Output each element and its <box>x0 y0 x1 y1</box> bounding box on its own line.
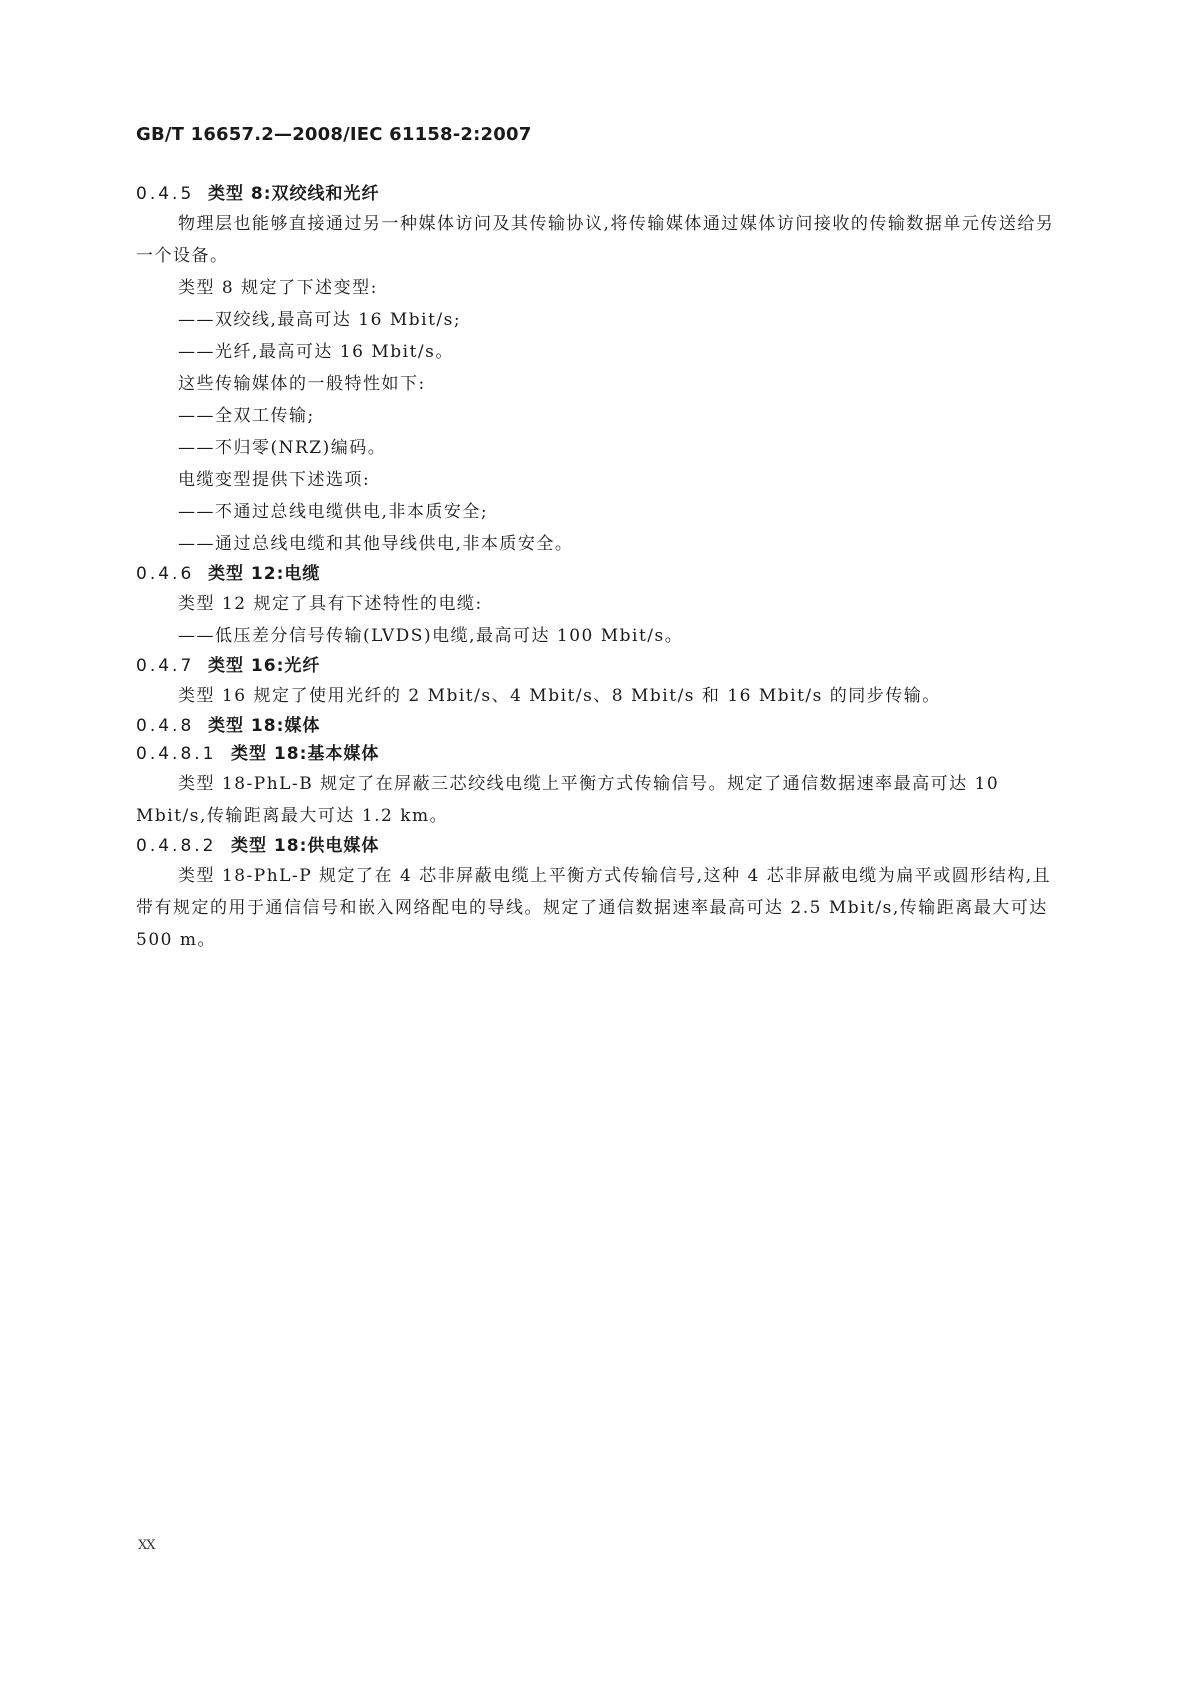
paragraph: 类型 8 规定了下述变型: <box>178 278 378 298</box>
section-number: 0.4.8.2 <box>136 836 217 856</box>
section-heading-0-4-8-2 <box>136 832 1066 860</box>
section-title: 类型 18:基本媒体 <box>231 744 380 764</box>
paragraph: 类型 12 规定了具有下述特性的电缆: <box>178 594 483 614</box>
section-heading-0-4-8 <box>136 712 1066 740</box>
paragraph: 类型 18-PhL-B 规定了在屏蔽三芯绞线电缆上平衡方式传输信号。规定了通信数据速率最高可达 10 Mbit/s,传输距离最大可达 1.2 km。 <box>136 774 1000 826</box>
section-title: 类型 18:媒体 <box>208 716 321 736</box>
paragraph: 电缆变型提供下述选项: <box>178 470 371 490</box>
section-number: 0.4.7 <box>136 656 195 676</box>
document-header: GB/T 16657.2—2008/IEC 61158-2:2007 <box>136 124 532 145</box>
section-number: 0.4.6 <box>136 564 195 584</box>
section-number: 0.4.8 <box>136 716 195 736</box>
document-body <box>136 180 1066 956</box>
section-title: 类型 8:双绞线和光纤 <box>208 184 380 204</box>
paragraph: 类型 18-PhL-P 规定了在 4 芯非屏蔽电缆上平衡方式传输信号,这种 4 芯非屏蔽电缆为扁平或圆形结构,且带有规定的用于通信信号和嵌入网络配电的导线。规定了通信数据速率最高可达 2.5 Mbit/s,传输距离最大可达 500 m。 <box>136 866 1052 950</box>
section-number: 0.4.8.1 <box>136 744 217 764</box>
section-heading-0-4-8-1 <box>136 740 1066 768</box>
paragraph: 类型 16 规定了使用光纤的 2 Mbit/s、4 Mbit/s、8 Mbit/s 和 16 Mbit/s 的同步传输。 <box>178 686 941 706</box>
section-title: 类型 16:光纤 <box>208 656 321 676</box>
paragraph: 物理层也能够直接通过另一种媒体访问及其传输协议,将传输媒体通过媒体访问接收的传输数据单元传送给另一个设备。 <box>136 214 1055 266</box>
list-item: ——低压差分信号传输(LVDS)电缆,最高可达 100 Mbit/s。 <box>178 626 684 646</box>
section-title: 类型 18:供电媒体 <box>231 836 380 856</box>
section-heading-0-4-7 <box>136 652 1066 680</box>
page-number: XX <box>138 1538 155 1553</box>
section-heading-0-4-6 <box>136 560 1066 588</box>
paragraph: 这些传输媒体的一般特性如下: <box>178 374 426 394</box>
list-item: ——不归零(NRZ)编码。 <box>178 438 387 458</box>
list-item: ——通过总线电缆和其他导线供电,非本质安全。 <box>178 534 574 554</box>
section-heading-0-4-5 <box>136 180 1066 208</box>
list-item: ——全双工传输; <box>178 406 315 426</box>
list-item: ——不通过总线电缆供电,非本质安全; <box>178 502 489 522</box>
list-item: ——光纤,最高可达 16 Mbit/s。 <box>178 342 454 362</box>
section-title: 类型 12:电缆 <box>208 564 321 584</box>
list-item: ——双绞线,最高可达 16 Mbit/s; <box>178 310 462 330</box>
section-number: 0.4.5 <box>136 184 195 204</box>
